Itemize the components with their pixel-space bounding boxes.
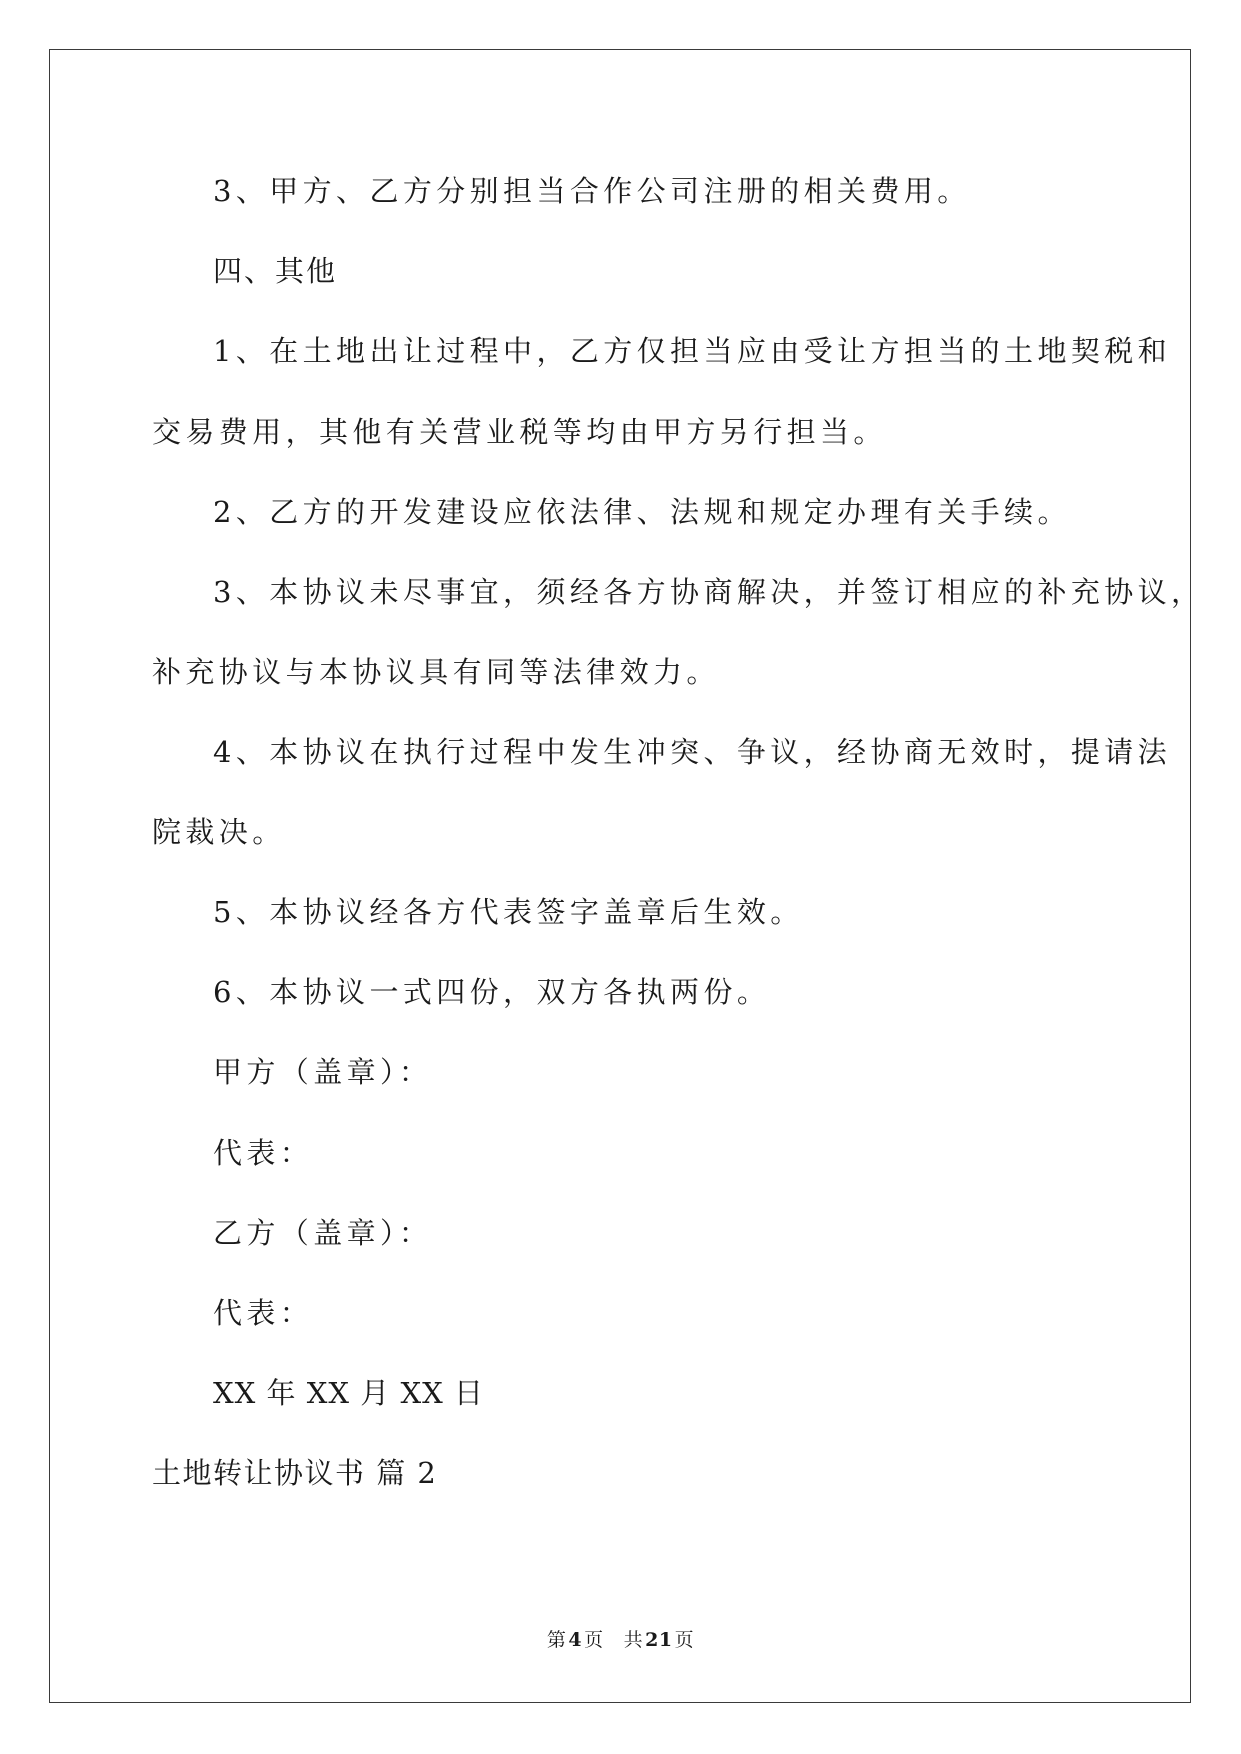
- party-a-representative: 代表：: [213, 1136, 314, 1170]
- clause-3-line-1: 3、本协议未尽事宜，须经各方协商解决，并签订相应的补充协议，: [213, 575, 1205, 609]
- footer-total-prefix: 共: [623, 1629, 644, 1651]
- footer-page-suffix: 页: [584, 1629, 604, 1651]
- signing-date: XX 年 XX 月 XX 日: [213, 1376, 484, 1410]
- clause-6: 6、本协议一式四份，双方各执两份。: [213, 975, 771, 1009]
- clause-3-fees: 3、甲方、乙方分别担当合作公司注册的相关费用。: [213, 174, 971, 208]
- clause-3-line-2: 补充协议与本协议具有同等法律效力。: [152, 655, 720, 689]
- footer-page-prefix: 第: [546, 1629, 567, 1651]
- clause-1-line-2: 交易费用，其他有关营业税等均由甲方另行担当。: [152, 415, 887, 449]
- clause-4-line-1: 4、本协议在执行过程中发生冲突、争议，经协商无效时，提请法: [213, 735, 1172, 769]
- party-b-representative: 代表：: [213, 1296, 314, 1330]
- section-4-heading: 四、其他: [213, 254, 338, 288]
- clause-5: 5、本协议经各方代表签字盖章后生效。: [213, 895, 804, 929]
- footer-total-suffix: 页: [674, 1629, 695, 1651]
- next-article-title: 土地转让协议书 篇 2: [152, 1456, 438, 1490]
- footer-page-total: 21: [645, 1629, 673, 1651]
- party-a-seal: 甲方（盖章）：: [213, 1055, 433, 1089]
- footer-page-current: 4: [568, 1629, 583, 1651]
- page-footer: [0, 1628, 1241, 1652]
- clause-4-line-2: 院裁决。: [152, 815, 286, 849]
- clause-2: 2、乙方的开发建设应依法律、法规和规定办理有关手续。: [213, 495, 1071, 529]
- party-b-seal: 乙方（盖章）：: [213, 1216, 433, 1250]
- clause-1-line-1: 1、在土地出让过程中，乙方仅担当应由受让方担当的土地契税和: [213, 334, 1172, 368]
